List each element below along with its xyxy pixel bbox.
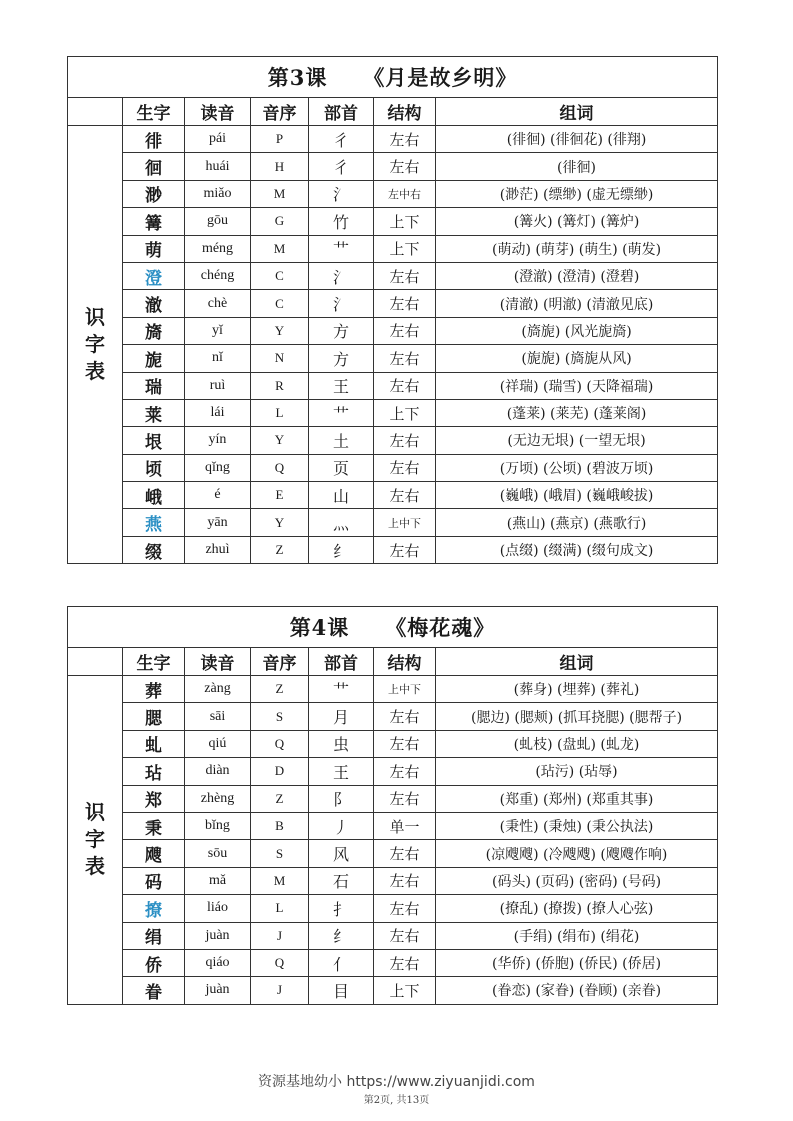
cell-order: C — [251, 262, 309, 289]
cell-order: S — [251, 840, 309, 867]
cell-pinyin: nǐ — [185, 345, 251, 372]
cell-words: (燕山) (燕京) (燕歌行) — [436, 509, 718, 536]
side-label — [68, 126, 123, 564]
cell-structure: 上中下 — [374, 509, 436, 536]
cell-pinyin: mǎ — [185, 867, 251, 894]
cell-radical: 风 — [309, 840, 374, 867]
cell-order: P — [251, 126, 309, 153]
header-row — [68, 648, 718, 676]
cell-structure: 上下 — [374, 235, 436, 262]
header-char: 生字 — [123, 98, 185, 126]
cell-radical: 王 — [309, 372, 374, 399]
header-pinyin: 读音 — [185, 648, 251, 676]
lesson-title: 《梅花魂》 — [385, 615, 496, 640]
cell-radical: 扌 — [309, 895, 374, 922]
cell-pinyin: ruì — [185, 372, 251, 399]
table-row — [68, 235, 718, 262]
header-order: 音序 — [251, 98, 309, 126]
cell-radical: 艹 — [309, 399, 374, 426]
cell-structure: 左右 — [374, 758, 436, 785]
cell-radical: 目 — [309, 977, 374, 1004]
lesson-number: 第4课 — [289, 615, 350, 640]
cell-structure: 上中下 — [374, 676, 436, 703]
cell-char: 篝 — [123, 208, 185, 235]
cell-pinyin: yǐ — [185, 317, 251, 344]
cell-pinyin: juàn — [185, 977, 251, 1004]
table-row — [68, 454, 718, 481]
cell-pinyin: qǐng — [185, 454, 251, 481]
table-row — [68, 730, 718, 757]
cell-char: 腮 — [123, 703, 185, 730]
cell-radical: 王 — [309, 758, 374, 785]
cell-words: (葬身) (埋葬) (葬礼) — [436, 676, 718, 703]
table-row — [68, 509, 718, 536]
cell-radical: 灬 — [309, 509, 374, 536]
cell-char: 缀 — [123, 536, 185, 563]
cell-radical: 彳 — [309, 126, 374, 153]
cell-order: C — [251, 290, 309, 317]
table-row — [68, 785, 718, 812]
cell-words: (万顷) (公顷) (碧波万顷) — [436, 454, 718, 481]
cell-radical: 氵 — [309, 180, 374, 207]
cell-char: 澄 — [123, 262, 185, 289]
cell-words: (篝火) (篝灯) (篝炉) — [436, 208, 718, 235]
cell-char: 瑞 — [123, 372, 185, 399]
header-radical: 部首 — [309, 648, 374, 676]
cell-pinyin: sāi — [185, 703, 251, 730]
cell-radical: 竹 — [309, 208, 374, 235]
cell-words: (凉飕飕) (冷飕飕) (飕飕作响) — [436, 840, 718, 867]
cell-char: 虬 — [123, 730, 185, 757]
cell-words: (秉性) (秉烛) (秉公执法) — [436, 812, 718, 839]
cell-radical: 艹 — [309, 676, 374, 703]
cell-order: H — [251, 153, 309, 180]
cell-pinyin: qiáo — [185, 949, 251, 976]
side-label-char: 表 — [85, 854, 105, 879]
cell-char: 徘 — [123, 126, 185, 153]
lesson-number: 第3课 — [267, 65, 328, 90]
cell-radical: 页 — [309, 454, 374, 481]
cell-structure: 左右 — [374, 427, 436, 454]
table-row — [68, 977, 718, 1004]
cell-words: (撩乱) (撩拨) (撩人心弦) — [436, 895, 718, 922]
cell-order: E — [251, 482, 309, 509]
cell-char: 旎 — [123, 345, 185, 372]
cell-words: (郑重) (郑州) (郑重其事) — [436, 785, 718, 812]
table-row — [68, 676, 718, 703]
cell-words: (清澈) (明澈) (清澈见底) — [436, 290, 718, 317]
cell-pinyin: zhèng — [185, 785, 251, 812]
cell-structure: 左右 — [374, 372, 436, 399]
cell-words: (无边无垠) (一望无垠) — [436, 427, 718, 454]
cell-order: Z — [251, 676, 309, 703]
cell-pinyin: miǎo — [185, 180, 251, 207]
header-order: 音序 — [251, 648, 309, 676]
cell-words: (徘徊) — [436, 153, 718, 180]
cell-order: S — [251, 703, 309, 730]
cell-radical: 艹 — [309, 235, 374, 262]
cell-char: 徊 — [123, 153, 185, 180]
cell-structure: 左右 — [374, 922, 436, 949]
cell-char: 侨 — [123, 949, 185, 976]
cell-structure: 左右 — [374, 454, 436, 481]
header-radical: 部首 — [309, 98, 374, 126]
cell-order: Y — [251, 317, 309, 344]
table-row — [68, 922, 718, 949]
table-row — [68, 758, 718, 785]
table-row — [68, 399, 718, 426]
cell-order: J — [251, 922, 309, 949]
cell-words: (旖旎) (风光旎旖) — [436, 317, 718, 344]
header-structure: 结构 — [374, 98, 436, 126]
table-row — [68, 812, 718, 839]
cell-structure: 上下 — [374, 208, 436, 235]
lesson-4-table — [67, 606, 718, 1005]
cell-char: 萌 — [123, 235, 185, 262]
cell-char: 顷 — [123, 454, 185, 481]
cell-char: 玷 — [123, 758, 185, 785]
cell-pinyin: sōu — [185, 840, 251, 867]
lesson-title: 《月是故乡明》 — [363, 65, 518, 90]
cell-structure: 左右 — [374, 949, 436, 976]
cell-order: Y — [251, 509, 309, 536]
cell-words: (巍峨) (峨眉) (巍峨峻拔) — [436, 482, 718, 509]
cell-structure: 左右 — [374, 126, 436, 153]
cell-char: 葬 — [123, 676, 185, 703]
header-words: 组词 — [436, 648, 718, 676]
cell-structure: 左右 — [374, 840, 436, 867]
cell-pinyin: gōu — [185, 208, 251, 235]
cell-char: 撩 — [123, 895, 185, 922]
side-label-char: 表 — [85, 359, 105, 384]
cell-radical: 月 — [309, 703, 374, 730]
table-row — [68, 840, 718, 867]
cell-char: 秉 — [123, 812, 185, 839]
cell-words: (徘徊) (徘徊花) (徘翔) — [436, 126, 718, 153]
table-row — [68, 482, 718, 509]
cell-structure: 上下 — [374, 977, 436, 1004]
cell-structure: 左右 — [374, 153, 436, 180]
cell-structure: 单一 — [374, 812, 436, 839]
side-label-char: 字 — [85, 827, 105, 852]
side-label — [68, 676, 123, 1005]
cell-structure: 左右 — [374, 345, 436, 372]
table-row — [68, 290, 718, 317]
cell-pinyin: huái — [185, 153, 251, 180]
cell-order: M — [251, 235, 309, 262]
table-row — [68, 427, 718, 454]
cell-pinyin: liáo — [185, 895, 251, 922]
side-label-char: 字 — [85, 332, 105, 357]
cell-words: (蓬莱) (莱芜) (蓬莱阁) — [436, 399, 718, 426]
cell-char: 燕 — [123, 509, 185, 536]
cell-structure: 左右 — [374, 867, 436, 894]
table-row — [68, 126, 718, 153]
table-row — [68, 949, 718, 976]
cell-words: (手绢) (绢布) (绢花) — [436, 922, 718, 949]
table-row — [68, 895, 718, 922]
table-row — [68, 345, 718, 372]
cell-words: (点缀) (缀满) (缀句成文) — [436, 536, 718, 563]
header-row — [68, 98, 718, 126]
cell-radical: 虫 — [309, 730, 374, 757]
cell-order: N — [251, 345, 309, 372]
cell-structure: 左右 — [374, 482, 436, 509]
table-row — [68, 262, 718, 289]
cell-structure: 左右 — [374, 895, 436, 922]
table-row — [68, 317, 718, 344]
cell-char: 旖 — [123, 317, 185, 344]
cell-pinyin: juàn — [185, 922, 251, 949]
cell-pinyin: bǐng — [185, 812, 251, 839]
cell-structure: 左右 — [374, 290, 436, 317]
cell-order: B — [251, 812, 309, 839]
cell-structure: 上下 — [374, 399, 436, 426]
cell-structure: 左右 — [374, 536, 436, 563]
cell-words: (玷污) (玷辱) — [436, 758, 718, 785]
cell-order: L — [251, 895, 309, 922]
cell-char: 郑 — [123, 785, 185, 812]
cell-radical: 方 — [309, 317, 374, 344]
lesson-3-table — [67, 56, 718, 564]
cell-pinyin: diàn — [185, 758, 251, 785]
cell-order: Q — [251, 949, 309, 976]
cell-words: (腮边) (腮颊) (抓耳挠腮) (腮帮子) — [436, 703, 718, 730]
cell-pinyin: zàng — [185, 676, 251, 703]
cell-char: 绢 — [123, 922, 185, 949]
cell-radical: 丿 — [309, 812, 374, 839]
cell-char: 飕 — [123, 840, 185, 867]
cell-pinyin: chéng — [185, 262, 251, 289]
lesson-3-title-cell — [68, 57, 718, 98]
cell-radical: 石 — [309, 867, 374, 894]
cell-words: (澄澈) (澄清) (澄碧) — [436, 262, 718, 289]
cell-radical: 阝 — [309, 785, 374, 812]
footer-site: 资源基地幼小 https://www.ziyuanjidi.com — [258, 1074, 535, 1090]
cell-pinyin: chè — [185, 290, 251, 317]
side-label-char: 识 — [85, 305, 105, 330]
lesson-4-body — [68, 607, 718, 1005]
cell-order: D — [251, 758, 309, 785]
cell-words: (虬枝) (盘虬) (虬龙) — [436, 730, 718, 757]
cell-char: 峨 — [123, 482, 185, 509]
table-row — [68, 867, 718, 894]
cell-pinyin: yān — [185, 509, 251, 536]
cell-words: (码头) (页码) (密码) (号码) — [436, 867, 718, 894]
header-blank — [68, 648, 123, 676]
cell-structure: 左右 — [374, 262, 436, 289]
table-row — [68, 703, 718, 730]
table-row — [68, 180, 718, 207]
cell-words: (祥瑞) (瑞雪) (天降福瑞) — [436, 372, 718, 399]
cell-radical: 氵 — [309, 262, 374, 289]
cell-char: 眷 — [123, 977, 185, 1004]
cell-radical: 氵 — [309, 290, 374, 317]
cell-radical: 方 — [309, 345, 374, 372]
cell-order: M — [251, 180, 309, 207]
lesson-3-body — [68, 57, 718, 564]
cell-order: Q — [251, 730, 309, 757]
cell-structure: 左右 — [374, 703, 436, 730]
cell-structure: 左右 — [374, 785, 436, 812]
cell-words: (华侨) (侨胞) (侨民) (侨居) — [436, 949, 718, 976]
cell-pinyin: yín — [185, 427, 251, 454]
cell-structure: 左右 — [374, 317, 436, 344]
cell-order: G — [251, 208, 309, 235]
cell-radical: 土 — [309, 427, 374, 454]
cell-char: 垠 — [123, 427, 185, 454]
header-pinyin: 读音 — [185, 98, 251, 126]
cell-char: 码 — [123, 867, 185, 894]
cell-radical: 山 — [309, 482, 374, 509]
cell-order: Y — [251, 427, 309, 454]
cell-order: M — [251, 867, 309, 894]
cell-words: (旎旎) (旖旎从风) — [436, 345, 718, 372]
cell-order: R — [251, 372, 309, 399]
cell-radical: 纟 — [309, 536, 374, 563]
cell-pinyin: qiú — [185, 730, 251, 757]
cell-pinyin: é — [185, 482, 251, 509]
cell-char: 莱 — [123, 399, 185, 426]
cell-words: (眷恋) (家眷) (眷顾) (亲眷) — [436, 977, 718, 1004]
cell-char: 澈 — [123, 290, 185, 317]
cell-order: L — [251, 399, 309, 426]
cell-radical: 纟 — [309, 922, 374, 949]
table-row — [68, 372, 718, 399]
header-structure: 结构 — [374, 648, 436, 676]
cell-pinyin: lái — [185, 399, 251, 426]
cell-char: 渺 — [123, 180, 185, 207]
cell-structure: 左中右 — [374, 180, 436, 207]
cell-radical: 亻 — [309, 949, 374, 976]
table-row — [68, 208, 718, 235]
side-label-char: 识 — [85, 800, 105, 825]
cell-order: Q — [251, 454, 309, 481]
cell-order: Z — [251, 536, 309, 563]
header-char: 生字 — [123, 648, 185, 676]
header-blank — [68, 98, 123, 126]
cell-words: (萌动) (萌芽) (萌生) (萌发) — [436, 235, 718, 262]
cell-radical: 彳 — [309, 153, 374, 180]
cell-pinyin: méng — [185, 235, 251, 262]
cell-pinyin: zhuì — [185, 536, 251, 563]
table-row — [68, 153, 718, 180]
lesson-4-title-cell — [68, 607, 718, 648]
header-words: 组词 — [436, 98, 718, 126]
cell-order: Z — [251, 785, 309, 812]
cell-pinyin: pái — [185, 126, 251, 153]
footer-page-number: 第2页, 共13页 — [363, 1095, 430, 1106]
cell-words: (渺茫) (缥缈) (虚无缥缈) — [436, 180, 718, 207]
table-row — [68, 536, 718, 563]
cell-order: J — [251, 977, 309, 1004]
cell-structure: 左右 — [374, 730, 436, 757]
